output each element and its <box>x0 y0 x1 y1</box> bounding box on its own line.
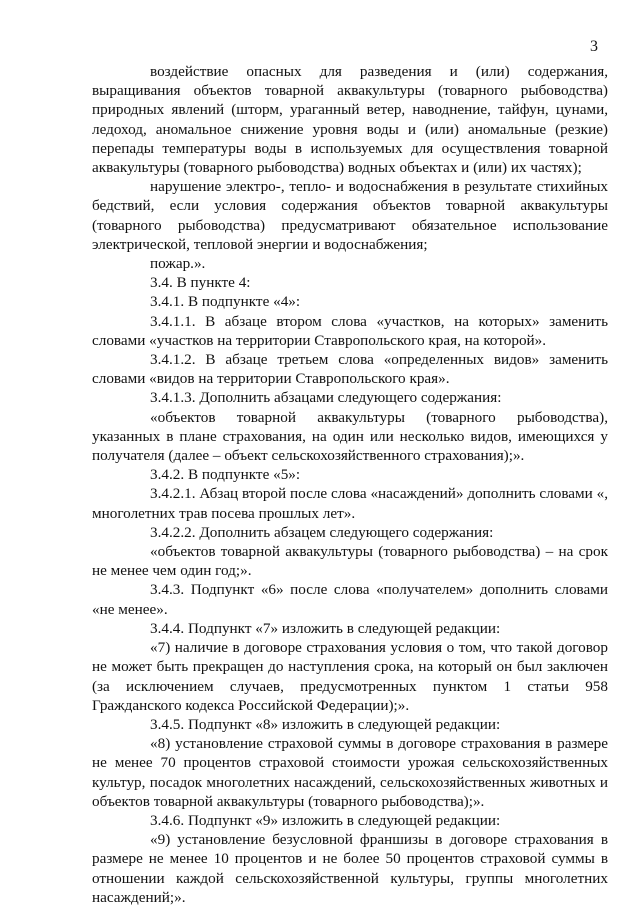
paragraph: «7) наличие в договоре страхования условия о том, что такой договор не может быть прекращен до наступления срока, на который он был заключен (за исключением случаев, предусмотренных пунктом 1 статьи 958 Гражданского кодекса Российской Федерации);». <box>92 639 608 714</box>
paragraph: 3.4.1.3. Дополнить абзацами следующего содержания: <box>150 389 502 407</box>
paragraph: 3.4.2. В подпункте «5»: <box>150 466 301 484</box>
paragraph: 3.4.1.2. В абзаце третьем слова «определенных видов» заменить словами «видов на территории Ставропольского края». <box>92 351 608 388</box>
paragraph: нарушение электро-, тепло- и водоснабжения в результате стихийных бедствий, если условия содержания объектов товарной аквакультуры (товарного рыбоводства) предусматривают обязательное использование электрической, тепловой энергии и водоснабжения; <box>92 178 608 253</box>
paragraph: «8) установление страховой суммы в договоре страхования в размере не менее 70 процентов страховой стоимости урожая сельскохозяйственных культур, посадок многолетних насаждений, сельскохозяйственных животных и объектов товарной аквакультуры (товарного рыбоводства);». <box>92 735 608 810</box>
paragraph: 3.4.2.1. Абзац второй после слова «насаждений» дополнить словами «, многолетних трав посева прошлых лет». <box>92 485 608 522</box>
paragraph: 3.4.1.1. В абзаце втором слова «участков, на которых» заменить словами «участков на территории Ставропольского края, на которой». <box>92 312 608 349</box>
page-number: 3 <box>590 38 598 55</box>
paragraph: «объектов товарной аквакультуры (товарного рыбоводства) – на срок не менее чем один год;». <box>92 543 608 580</box>
paragraph: воздействие опасных для разведения и (или) содержания, выращивания объектов товарной аквакультуры (товарного рыбоводства) природных явлений (шторм, ураганный ветер, наводнение, тайфун, цунами, ледоход, аномальное снижение уровня воды и (или) аномальные (резкие) перепады температуры воды в используемых для осуществления товарной аквакультуры (товарного рыбоводства) водных объектах и (или) их частях); <box>92 63 608 177</box>
paragraph: 3.4.1. В подпункте «4»: <box>150 293 301 311</box>
paragraph: 3.4. В пункте 4: <box>150 274 251 292</box>
document-body <box>92 62 608 907</box>
paragraph: 3.4.2.2. Дополнить абзацем следующего содержания: <box>150 523 494 541</box>
paragraph: «объектов товарной аквакультуры (товарного рыбоводства), указанных в плане страхования, на один или несколько видов, имеющихся у получателя (далее – объект сельскохозяйственного страхования);». <box>92 408 608 465</box>
paragraph: «9) установление безусловной франшизы в договоре страхования в размере не менее 10 процентов и не более 50 процентов страховой суммы в отношении каждой сельскохозяйственной культуры, группы многолетних насаждений;». <box>92 831 608 906</box>
paragraph: 3.4.5. Подпункт «8» изложить в следующей редакции: <box>150 715 501 733</box>
paragraph: 3.4.6. Подпункт «9» изложить в следующей редакции: <box>150 811 501 829</box>
paragraph: 3.4.3. Подпункт «6» после слова «получателем» дополнить словами «не менее». <box>92 581 608 618</box>
paragraph: 3.4.4. Подпункт «7» изложить в следующей редакции: <box>150 619 501 637</box>
paragraph: пожар.». <box>150 255 206 273</box>
